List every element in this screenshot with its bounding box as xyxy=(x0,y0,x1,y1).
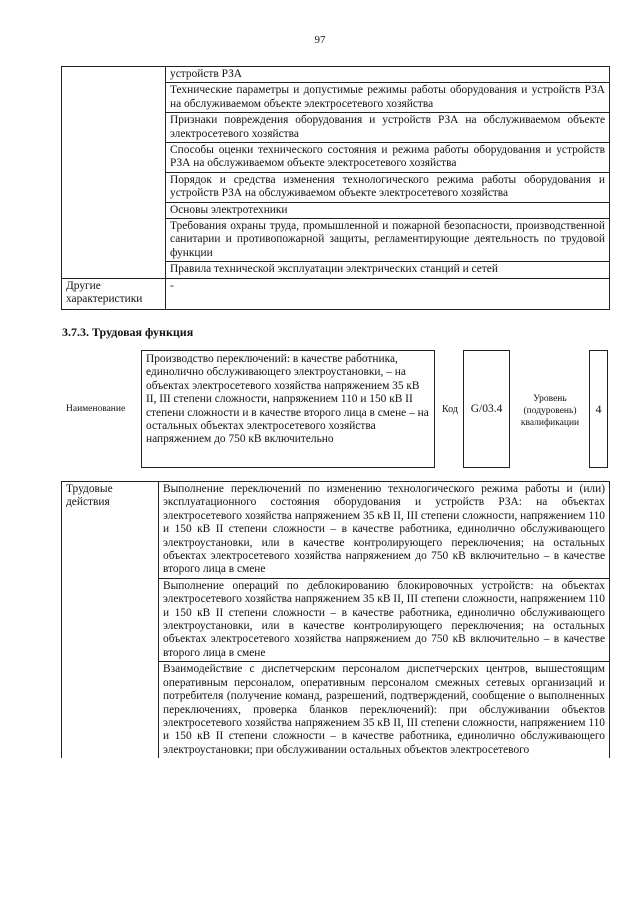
name-label: Наименование xyxy=(66,404,126,414)
knowledge-item: Требования охраны труда, промышленной и пожарной безопасности, производственной санитарии и противопожарной защиты, регламентирующие деятельность по трудовой функции xyxy=(166,219,610,262)
knowledge-item: устройств РЗА xyxy=(166,67,610,83)
knowledge-table xyxy=(61,66,610,310)
table-row xyxy=(62,278,610,309)
table-row xyxy=(62,482,610,579)
page-number: 97 xyxy=(314,34,326,46)
knowledge-item: Порядок и средства изменения технологического режима работы оборудования и устройств РЗА на обслуживаемом объекте электросетевого хозяйства xyxy=(166,172,610,202)
knowledge-item: Способы оценки технического состояния и режима работы оборудования и устройств РЗА на обслуживаемом объекте электросетевого хозяйства xyxy=(166,143,610,173)
knowledge-item: Основы электротехники xyxy=(166,202,610,218)
code-value: G/03.4 xyxy=(463,350,510,468)
knowledge-item: Признаки повреждения оборудования и устройств РЗА на обслуживаемом объекте электросетевого хозяйства xyxy=(166,113,610,143)
section-title: 3.7.3. Трудовая функция xyxy=(62,325,194,339)
code-label: Код xyxy=(442,404,458,415)
labor-actions-label: Трудовые действия xyxy=(62,482,159,759)
table-cell-empty xyxy=(62,67,166,279)
other-characteristics-value: - xyxy=(166,278,610,309)
labor-action-item: Выполнение переключений по изменению технологического режима работы и (или) эксплуатационного состояния оборудования и устройств РЗА: на объектах электросетевого хозяйства напряжением 35 кВ II, III степени сложности, напряжением 110 и 150 кВ II степени сложности – в качестве работника, единолично обслуживающего электроустановки, или в качестве контролирующего переключения; на остальных объектах электросетевого хозяйства напряжением до 750 кВ включительно – в качестве второго лица в смене xyxy=(159,482,610,579)
other-characteristics-label: Другие характеристики xyxy=(62,278,166,309)
knowledge-item: Технические параметры и допустимые режимы работы оборудования и устройств РЗА на обслуживаемом объекте электросетевого хозяйства xyxy=(166,83,610,113)
labor-actions-table xyxy=(61,481,610,758)
knowledge-item: Правила технической эксплуатации электрических станций и сетей xyxy=(166,262,610,278)
level-label: Уровень (подуровень) квалификации xyxy=(520,394,580,428)
level-value: 4 xyxy=(589,350,608,468)
labor-action-item: Взаимодействие с диспетчерским персоналом диспетчерских центров, вышестоящим оперативным персоналом, оперативным персоналом смежных сетевых организаций и потребителя (получение команд, разрешений, подтверждений, сообщение о выполненных переключениях, проверка бланков переключений): при обслуживании объектов электросетевого хозяйства напряжением 35 кВ II, III степени сложности, напряжением 110 и 150 кВ II степени сложности – в качестве работника, единолично обслуживающего электроустановки; при обслуживании остальных объектов электросетевого xyxy=(159,662,610,758)
labor-action-item: Выполнение операций по деблокированию блокировочных устройств: на объектах электросетевого хозяйства напряжением 35 кВ II, III степени сложности, напряжением 110 и 150 кВ II степени сложности – в качестве работника, единолично обслуживающего электроустановки, или в качестве контролирующего переключения; на остальных объектах электросетевого хозяйства напряжением до 750 кВ включительно – в качестве второго лица в смене xyxy=(159,578,610,661)
table-row xyxy=(62,67,610,83)
function-name: Производство переключений: в качестве работника, единолично обслуживающего электроустановки, – на объектах электросетевого хозяйства напряжением 35 кВ II, III степени сложности, напряжением 110 и 150 кВ II степени сложности и в качестве второго лица в смене – на остальных объектах электросетевого хозяйства напряжением до 750 кВ включительно xyxy=(141,350,435,468)
